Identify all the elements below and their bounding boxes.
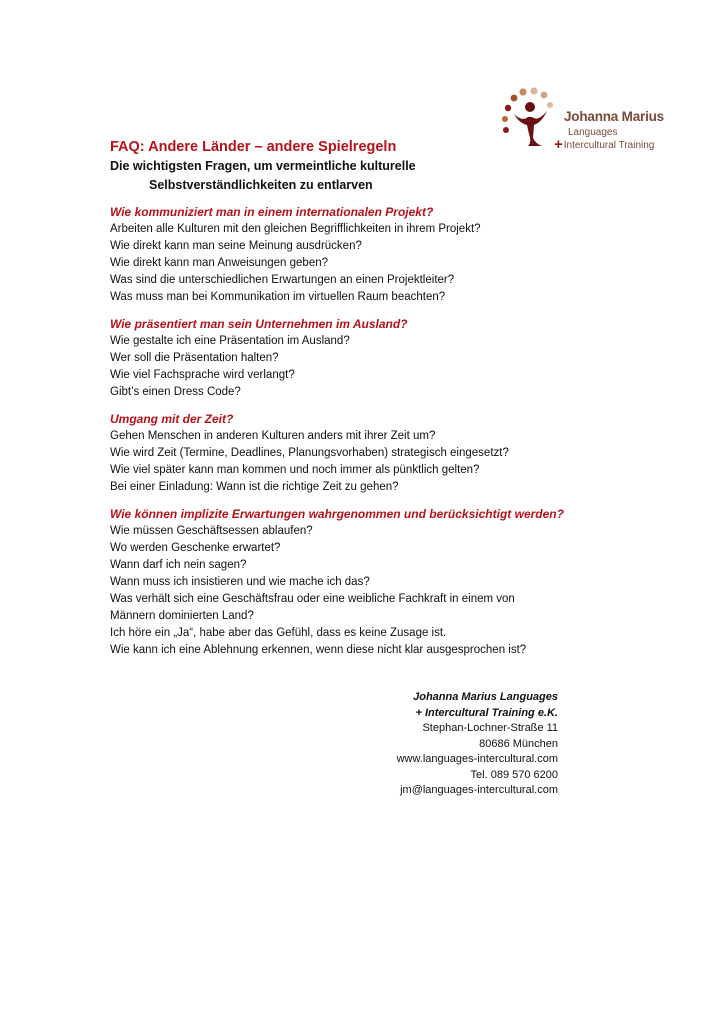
- faq-item: Wer soll die Präsentation halten?: [110, 352, 279, 364]
- faq-section-expectations: [110, 506, 610, 659]
- section-heading: Wie präsentiert man sein Unternehmen im Ausland?: [110, 317, 408, 331]
- faq-item: Wo werden Geschenke erwartet?: [110, 542, 281, 554]
- faq-item: Ich höre ein „Ja“, habe aber das Gefühl, dass es keine Zusage ist.: [110, 627, 447, 639]
- section-heading: Umgang mit der Zeit?: [110, 412, 234, 426]
- website-link[interactable]: www.languages-intercultural.com: [396, 753, 558, 765]
- faq-item: Wie viel Fachsprache wird verlangt?: [110, 369, 295, 381]
- email-link[interactable]: jm@languages-intercultural.com: [400, 784, 558, 796]
- faq-item: Wann darf ich nein sagen?: [110, 559, 247, 571]
- faq-item: Was muss man bei Kommunikation im virtuellen Raum beachten?: [110, 291, 446, 303]
- page-title: FAQ: Andere Länder – andere Spielregeln: [110, 139, 397, 155]
- street-address: Stephan-Lochner-Straße 11: [422, 722, 558, 734]
- logo-name: Johanna Marius: [564, 109, 664, 124]
- faq-section-presentation: [110, 316, 610, 401]
- faq-item: Gehen Menschen in anderen Kulturen anders mit ihrer Zeit um?: [110, 430, 436, 442]
- faq-item: Was verhält sich eine Geschäftsfrau oder eine weibliche Fachkraft in einem von: [110, 593, 515, 605]
- company-name-line2: + Intercultural Training e.K.: [415, 706, 558, 719]
- section-heading: Wie können implizite Erwartungen wahrgenommen und berücksichtigt werden?: [110, 507, 564, 521]
- faq-item: Wie viel später kann man kommen und noch immer als pünktlich gelten?: [110, 464, 480, 476]
- faq-item: Wie direkt kann man seine Meinung ausdrücken?: [110, 240, 362, 252]
- faq-item: Was sind die unterschiedlichen Erwartungen an einen Projektleiter?: [110, 274, 455, 286]
- section-heading: Wie kommuniziert man in einem internationalen Projekt?: [110, 205, 434, 219]
- contact-address: [397, 690, 558, 799]
- faq-item: Arbeiten alle Kulturen mit den gleichen Begrifflichkeiten in ihrem Projekt?: [110, 223, 481, 235]
- company-name-line1: Johanna Marius Languages: [413, 691, 558, 703]
- faq-item: Wie wird Zeit (Termine, Deadlines, Planungsvorhaben) strategisch eingesetzt?: [110, 447, 509, 459]
- faq-section-communication: [110, 204, 610, 306]
- logo-line-training-text: Intercultural Training: [563, 140, 655, 151]
- faq-content: [110, 138, 610, 659]
- page-subtitle-line2: Selbstverständlichkeiten zu entlarven: [149, 178, 373, 192]
- faq-section-time: [110, 411, 610, 496]
- faq-item: Gibt’s einen Dress Code?: [110, 386, 241, 398]
- logo-plus: +: [554, 136, 563, 153]
- faq-item: Wie müssen Geschäftsessen ablaufen?: [110, 525, 313, 537]
- logo-line-languages: Languages: [568, 127, 618, 138]
- faq-item: Bei einer Einladung: Wann ist die richtige Zeit zu gehen?: [110, 481, 399, 493]
- faq-item: Männern dominierten Land?: [110, 610, 254, 622]
- faq-item: Wann muss ich insistieren und wie mache ich das?: [110, 576, 370, 588]
- faq-item: Wie gestalte ich eine Präsentation im Ausland?: [110, 335, 350, 347]
- city-address: 80686 München: [479, 737, 558, 750]
- faq-item: Wie direkt kann man Anweisungen geben?: [110, 257, 329, 269]
- page-subtitle-line1: Die wichtigsten Fragen, um vermeintliche kulturelle: [110, 159, 416, 173]
- phone-number: Tel. 089 570 6200: [470, 768, 558, 781]
- faq-item: Wie kann ich eine Ablehnung erkennen, wenn diese nicht klar ausgesprochen ist?: [110, 644, 527, 656]
